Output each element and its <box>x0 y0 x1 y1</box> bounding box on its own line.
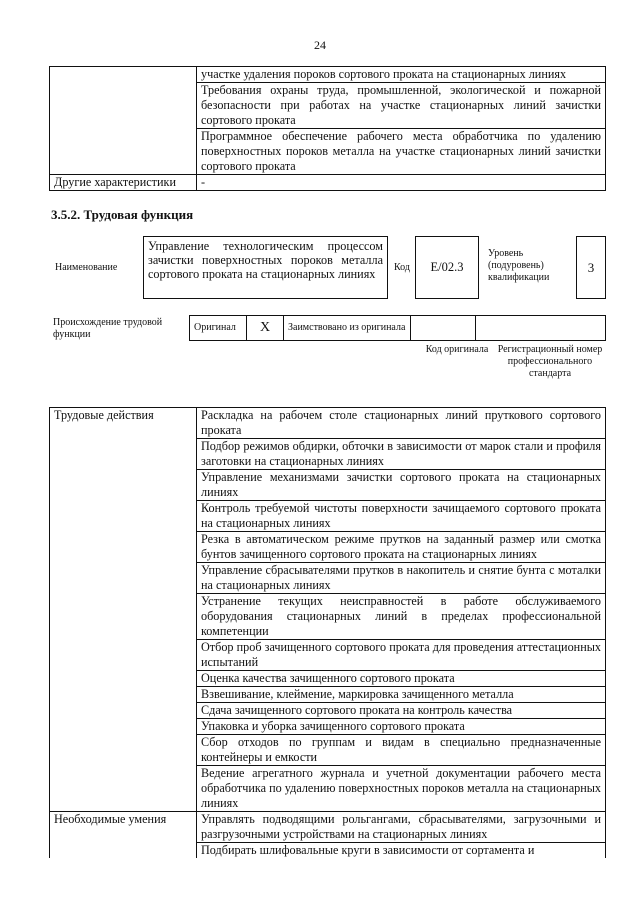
other-characteristics-label: Другие характеристики <box>50 175 197 191</box>
action-row: Упаковка и уборка зачищенного сортового проката <box>197 719 606 735</box>
action-row: Взвешивание, клеймение, маркировка зачищенного металла <box>197 687 606 703</box>
name-label: Наименование <box>55 262 118 273</box>
table-row: участке удаления пороков сортового проката на стационарных линиях <box>197 67 606 83</box>
other-characteristics-value: - <box>197 175 606 191</box>
origin-original-label: Оригинал <box>190 316 247 341</box>
continuation-table <box>49 66 606 191</box>
action-row: Устранение текущих неисправностей в работе обслуживаемого оборудования стационарных линий в пределах профессиональной компетенции <box>197 594 606 640</box>
action-row: Оценка качества зачищенного сортового проката <box>197 671 606 687</box>
origin-mark: X <box>247 316 284 341</box>
action-row: Подбор режимов обдирки, обточки в зависимости от марок стали и профиля заготовки на стационарных линиях <box>197 439 606 470</box>
origin-table <box>189 315 606 341</box>
action-row: Сдача зачищенного сортового проката на контроль качества <box>197 703 606 719</box>
skill-row: Управлять подводящими рольгангами, сбрасывателями, загрузочными и разгрузочными устройствами на стационарных линиях <box>197 812 606 843</box>
code-label: Код <box>394 262 410 273</box>
section-heading: 3.5.2. Трудовая функция <box>51 207 194 222</box>
table-row: Требования охраны труда, промышленной, экологической и пожарной безопасности при работах на участке стационарных линий зачистки сортового проката <box>197 83 606 129</box>
continuation-label-cell <box>50 67 197 175</box>
action-row: Раскладка на рабочем столе стационарных линий пруткового сортового проката <box>197 408 606 439</box>
origin-code-cell <box>411 316 476 341</box>
skill-row: Подбирать шлифовальные круги в зависимости от сортамента и <box>197 843 606 859</box>
origin-reg-number-cell <box>476 316 606 341</box>
code-value-box: E/02.3 <box>415 236 479 299</box>
origin-reg-caption: Регистрационный номер профессионального стандарта <box>497 344 603 379</box>
action-row: Резка в автоматическом режиме прутков на заданный размер или смотка бунтов зачищенного сортового проката на стационарных линиях <box>197 532 606 563</box>
table-row: Программное обеспечение рабочего места обработчика по удалению поверхностных пороков металла на участке стационарных линий зачистки сортового проката <box>197 129 606 175</box>
level-label: Уровень (подуровень) квалификации <box>488 248 550 283</box>
origin-borrowed-label: Заимствовано из оригинала <box>284 316 411 341</box>
function-details-table <box>49 407 606 858</box>
origin-code-caption: Код оригинала <box>425 344 489 355</box>
level-value-box: 3 <box>576 236 606 299</box>
action-row: Сбор отходов по группам и видам в специально предназначенные контейнеры и емкости <box>197 735 606 766</box>
function-name-box: Управление технологическим процессом зачистки поверхностных пороков металла сортового проката на стационарных линиях <box>143 236 388 299</box>
action-row: Отбор проб зачищенного сортового проката для проведения аттестационных испытаний <box>197 640 606 671</box>
action-row: Управление сбрасывателями прутков в накопитель и снятие бунта с моталки на стационарных линиях <box>197 563 606 594</box>
origin-label: Происхождение трудовой функции <box>53 317 163 340</box>
skills-label: Необходимые умения <box>50 812 197 859</box>
actions-label: Трудовые действия <box>50 408 197 812</box>
action-row: Управление механизмами зачистки сортового проката на стационарных линиях <box>197 470 606 501</box>
action-row: Контроль требуемой чистоты поверхности зачищаемого сортового проката на стационарных линиях <box>197 501 606 532</box>
action-row: Ведение агрегатного журнала и учетной документации рабочего места обработчика по удалению поверхностных пороков металла на стационарных линиях <box>197 766 606 812</box>
page-number: 24 <box>314 38 326 52</box>
